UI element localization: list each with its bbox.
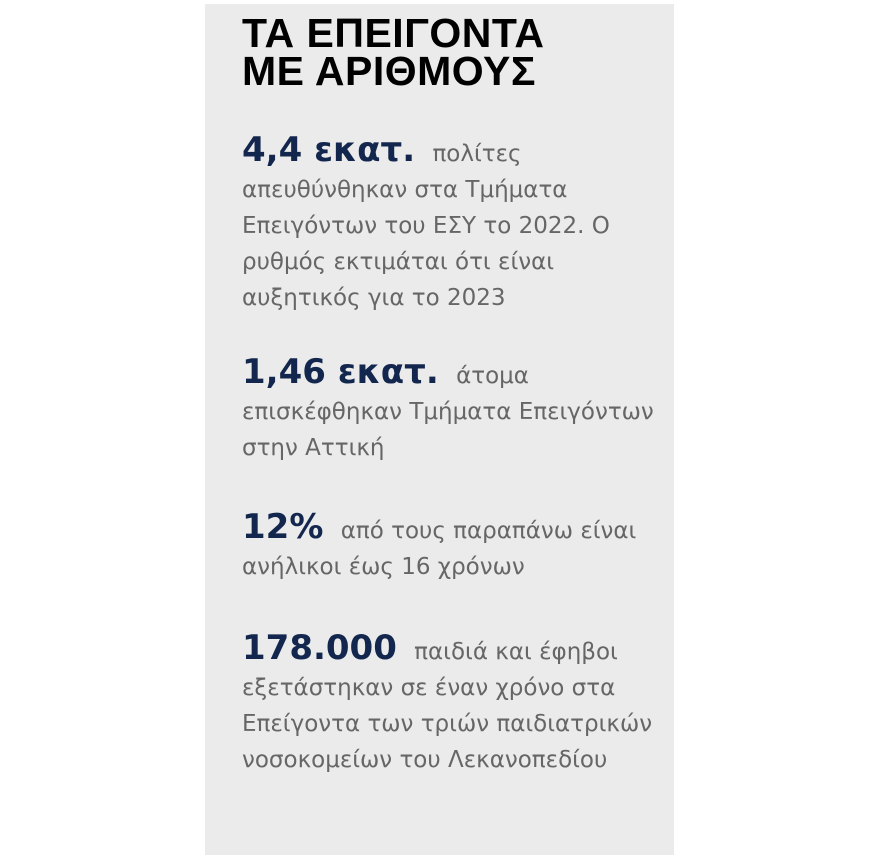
title-line-1: ΤΑ ΕΠΕΙΓΟΝΤΑ: [242, 10, 545, 56]
infographic-panel: [205, 4, 674, 855]
stat-value: 1,46 εκατ.: [242, 352, 439, 392]
stat-minors-percentage: [242, 509, 662, 585]
title-line-2: ΜΕ ΑΡΙΘΜΟΥΣ: [242, 48, 536, 94]
infographic-title: [242, 10, 545, 94]
stat-children-examined: [242, 630, 662, 778]
stat-citizens-2022: [242, 132, 662, 316]
stat-description: άτομα επισκέφθηκαν Τμήματα Επειγόντων στην Αττική: [242, 363, 654, 461]
stat-value: 12%: [242, 507, 324, 547]
stat-description: από τους παραπάνω είναι ανήλικοι έως 16 χρόνων: [242, 518, 637, 580]
stat-description: πολίτες απευθύνθηκαν στα Τμήματα Επειγόντων του ΕΣΥ το 2022. Ο ρυθμός εκτιμάται ότι είναι αυξητικός για το 2023: [242, 141, 610, 311]
stat-value: 4,4 εκατ.: [242, 130, 416, 170]
stat-attica-visits: [242, 354, 662, 466]
stat-value: 178.000: [242, 628, 397, 668]
stat-description: παιδιά και έφηβοι εξετάστηκαν σε έναν χρόνο στα Επείγοντα των τριών παιδιατρικών νοσοκομείων του Λεκανοπεδίου: [242, 639, 653, 773]
